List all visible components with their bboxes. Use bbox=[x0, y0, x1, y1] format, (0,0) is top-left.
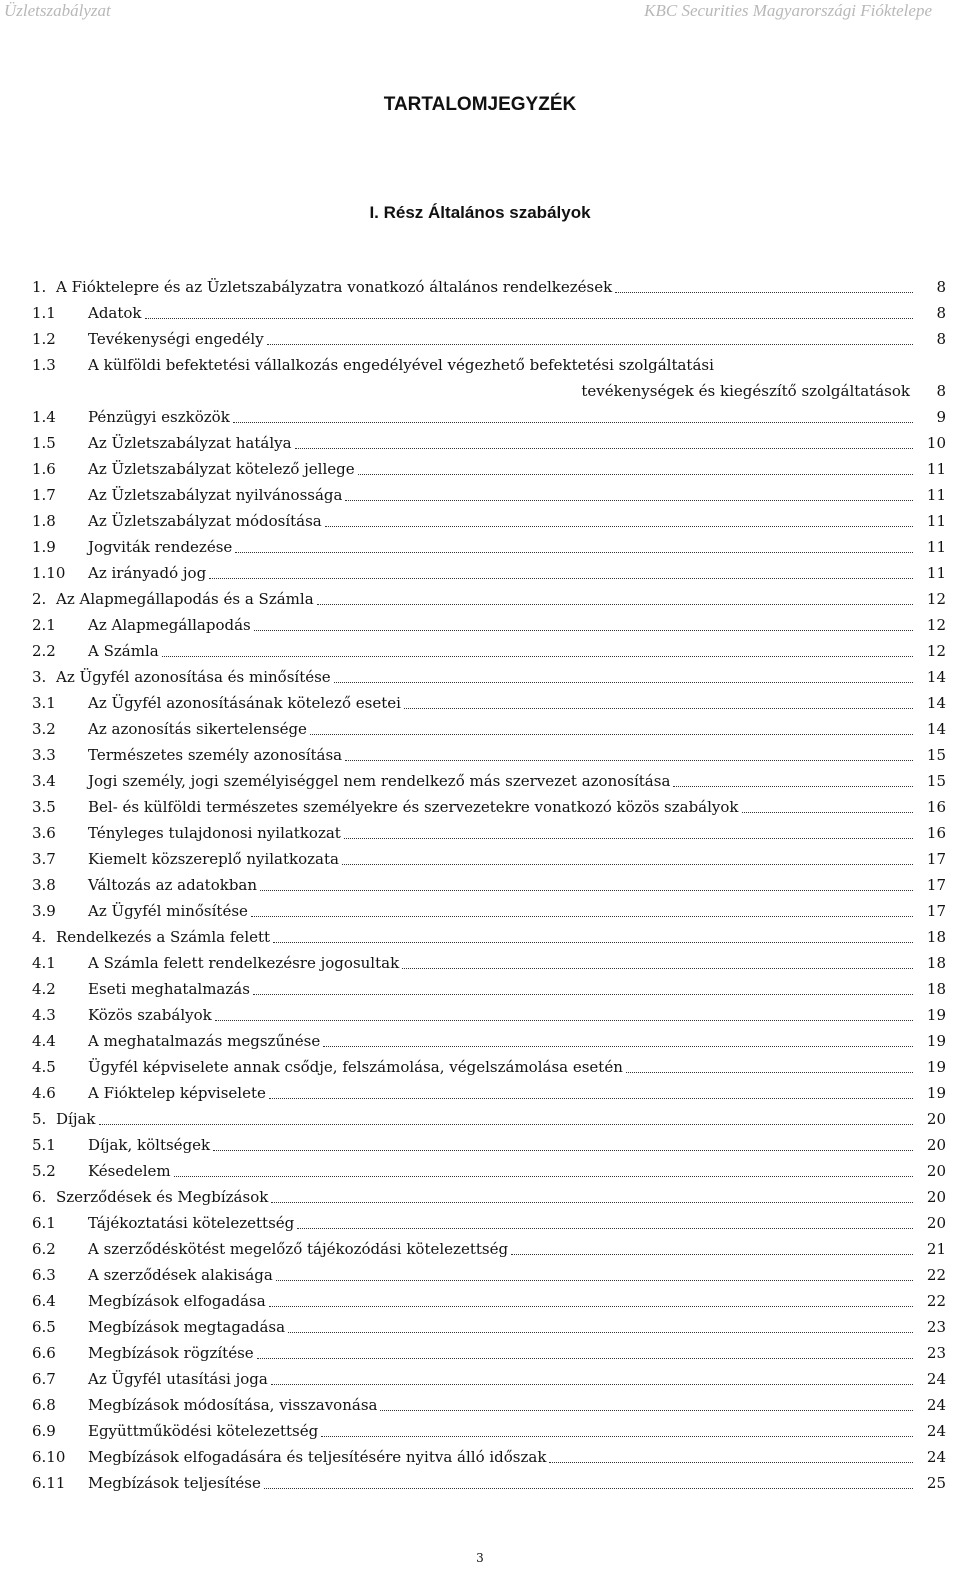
toc-entry-title: Az Ügyfél azonosításának kötelező esetei bbox=[88, 694, 401, 712]
table-of-contents bbox=[0, 274, 960, 1496]
toc-entry-title: Megbízások módosítása, visszavonása bbox=[88, 1396, 378, 1414]
toc-entry[interactable] bbox=[0, 716, 960, 742]
toc-entry-title: Jogviták rendezése bbox=[88, 538, 233, 556]
toc-entry-number: 5.2 bbox=[32, 1162, 56, 1180]
toc-entry-title: Késedelem bbox=[88, 1162, 171, 1180]
toc-entry-line bbox=[88, 742, 916, 768]
toc-entry-page: 16 bbox=[926, 798, 946, 816]
toc-entry-number: 6.9 bbox=[32, 1422, 56, 1440]
toc-entry[interactable] bbox=[0, 1262, 960, 1288]
toc-entry[interactable] bbox=[0, 352, 960, 404]
toc-entry[interactable] bbox=[0, 274, 960, 300]
toc-entry[interactable] bbox=[0, 1210, 960, 1236]
toc-entry-title: A Fióktelepre és az Üzletszabályzatra vonatkozó általános rendelkezések bbox=[56, 278, 613, 296]
toc-entry[interactable] bbox=[0, 508, 960, 534]
toc-entry[interactable] bbox=[0, 846, 960, 872]
toc-entry-number: 1.4 bbox=[32, 408, 56, 426]
dot-leader bbox=[673, 785, 913, 787]
toc-entry-page: 21 bbox=[926, 1240, 946, 1258]
toc-entry[interactable] bbox=[0, 794, 960, 820]
toc-entry-page: 17 bbox=[926, 850, 946, 868]
toc-entry-line bbox=[88, 1392, 916, 1418]
toc-entry-page: 19 bbox=[926, 1084, 946, 1102]
toc-entry[interactable] bbox=[0, 1028, 960, 1054]
toc-entry-line bbox=[88, 950, 916, 976]
toc-entry-line bbox=[88, 560, 916, 586]
toc-entry[interactable] bbox=[0, 950, 960, 976]
toc-entry-line bbox=[88, 716, 916, 742]
toc-entry-line bbox=[88, 638, 916, 664]
toc-entry-page: 14 bbox=[926, 720, 946, 738]
toc-entry-title: Megbízások teljesítése bbox=[88, 1474, 261, 1492]
toc-entry[interactable] bbox=[0, 586, 960, 612]
dot-leader bbox=[295, 447, 913, 449]
toc-entry-line bbox=[88, 326, 916, 352]
toc-entry-line bbox=[56, 924, 916, 950]
toc-entry[interactable] bbox=[0, 300, 960, 326]
toc-entry-number: 4.2 bbox=[32, 980, 56, 998]
toc-entry-title: Megbízások elfogadására és teljesítésére nyitva álló időszak bbox=[88, 1448, 547, 1466]
toc-entry-title: A szerződéskötést megelőző tájékozódási kötelezettség bbox=[88, 1240, 509, 1258]
toc-entry-line bbox=[88, 1158, 916, 1184]
dot-leader bbox=[162, 655, 913, 657]
toc-entry-page: 19 bbox=[926, 1006, 946, 1024]
toc-entry-line bbox=[88, 794, 916, 820]
dot-leader bbox=[99, 1123, 913, 1125]
toc-entry-page: 10 bbox=[926, 434, 946, 452]
toc-entry[interactable] bbox=[0, 1470, 960, 1496]
toc-entry-line bbox=[88, 1080, 916, 1106]
toc-entry[interactable] bbox=[0, 560, 960, 586]
toc-entry[interactable] bbox=[0, 898, 960, 924]
toc-entry-page: 18 bbox=[926, 954, 946, 972]
toc-entry-page: 23 bbox=[926, 1318, 946, 1336]
toc-entry-line bbox=[88, 1340, 916, 1366]
toc-entry-number: 1.2 bbox=[32, 330, 56, 348]
dot-leader bbox=[615, 291, 913, 293]
toc-entry-number: 1.8 bbox=[32, 512, 56, 530]
toc-entry-page: 25 bbox=[926, 1474, 946, 1492]
toc-entry-title: A Számla felett rendelkezésre jogosultak bbox=[88, 954, 400, 972]
toc-entry-title: Együttműködési kötelezettség bbox=[88, 1422, 319, 1440]
toc-entry-number: 4. bbox=[32, 928, 47, 946]
toc-entry-line bbox=[88, 872, 916, 898]
toc-entry-title: Az Üzletszabályzat módosítása bbox=[88, 512, 322, 530]
toc-entry-title: Rendelkezés a Számla felett bbox=[56, 928, 271, 946]
toc-entry-page: 20 bbox=[926, 1162, 946, 1180]
toc-entry-line bbox=[88, 1262, 916, 1288]
toc-entry-line bbox=[88, 768, 916, 794]
dot-leader bbox=[257, 1357, 913, 1359]
toc-entry[interactable] bbox=[0, 1366, 960, 1392]
toc-entry[interactable] bbox=[0, 872, 960, 898]
toc-entry-page: 24 bbox=[926, 1370, 946, 1388]
toc-entry-number: 5. bbox=[32, 1110, 47, 1128]
toc-entry-line bbox=[88, 898, 916, 924]
toc-entry-number: 3.8 bbox=[32, 876, 56, 894]
toc-entry-page: 19 bbox=[926, 1032, 946, 1050]
part-title: I. Rész Általános szabályok bbox=[369, 203, 591, 222]
toc-entry-number: 6.8 bbox=[32, 1396, 56, 1414]
toc-entry-number: 5.1 bbox=[32, 1136, 56, 1154]
toc-entry-number: 3.1 bbox=[32, 694, 56, 712]
toc-entry-line bbox=[88, 1444, 916, 1470]
page-number: 3 bbox=[476, 1551, 484, 1565]
toc-entry-line bbox=[88, 1236, 916, 1262]
toc-entry-line bbox=[88, 976, 916, 1002]
toc-entry[interactable] bbox=[0, 742, 960, 768]
toc-entry-title: A szerződések alakisága bbox=[88, 1266, 273, 1284]
toc-entry-title: Megbízások elfogadása bbox=[88, 1292, 266, 1310]
toc-entry-number: 4.3 bbox=[32, 1006, 56, 1024]
dot-leader bbox=[251, 915, 913, 917]
toc-entry[interactable] bbox=[0, 1236, 960, 1262]
toc-entry-page: 23 bbox=[926, 1344, 946, 1362]
toc-entry-line bbox=[88, 1366, 916, 1392]
toc-entry-page: 9 bbox=[936, 408, 946, 426]
dot-leader bbox=[145, 317, 913, 319]
toc-entry-line bbox=[88, 456, 916, 482]
toc-entry-page: 11 bbox=[926, 460, 946, 478]
dot-leader bbox=[267, 343, 913, 345]
dot-leader bbox=[254, 629, 913, 631]
toc-entry-page: 8 bbox=[936, 330, 946, 348]
toc-entry-title: Pénzügyi eszközök bbox=[88, 408, 230, 426]
dot-leader bbox=[310, 733, 913, 735]
dot-leader bbox=[742, 811, 913, 813]
toc-entry-title: Díjak, költségek bbox=[88, 1136, 211, 1154]
toc-entry[interactable] bbox=[0, 1158, 960, 1184]
dot-leader bbox=[626, 1071, 913, 1073]
toc-entry[interactable] bbox=[0, 924, 960, 950]
toc-entry-number: 1.7 bbox=[32, 486, 56, 504]
toc-entry-number: 1.6 bbox=[32, 460, 56, 478]
toc-entry-title: Az Üzletszabályzat hatálya bbox=[88, 434, 292, 452]
toc-entry-page: 24 bbox=[926, 1448, 946, 1466]
toc-entry[interactable] bbox=[0, 534, 960, 560]
toc-entry-title: Változás az adatokban bbox=[88, 876, 258, 894]
dot-leader bbox=[344, 837, 913, 839]
toc-entry[interactable] bbox=[0, 976, 960, 1002]
toc-entry-title: Az irányadó jog bbox=[88, 564, 207, 582]
toc-entry-page: 22 bbox=[926, 1266, 946, 1284]
toc-entry-number: 1.10 bbox=[32, 564, 66, 582]
toc-entry-line bbox=[88, 404, 916, 430]
toc-entry-number: 2.1 bbox=[32, 616, 56, 634]
toc-entry-page: 24 bbox=[926, 1422, 946, 1440]
toc-entry-page: 14 bbox=[926, 694, 946, 712]
dot-leader bbox=[215, 1019, 913, 1021]
dot-leader bbox=[269, 1097, 913, 1099]
toc-entry-page: 15 bbox=[926, 772, 946, 790]
toc-entry-number: 6. bbox=[32, 1188, 47, 1206]
toc-entry-page: 24 bbox=[926, 1396, 946, 1414]
toc-entry-line bbox=[56, 664, 916, 690]
toc-entry-line bbox=[88, 300, 916, 326]
toc-entry-page: 8 bbox=[936, 278, 946, 296]
toc-entry-line bbox=[88, 690, 916, 716]
toc-entry-page: 11 bbox=[926, 512, 946, 530]
toc-entry-number: 3. bbox=[32, 668, 47, 686]
toc-entry-line bbox=[88, 1288, 916, 1314]
toc-entry[interactable] bbox=[0, 820, 960, 846]
dot-leader bbox=[271, 1383, 913, 1385]
toc-entry-title: Eseti meghatalmazás bbox=[88, 980, 250, 998]
toc-entry[interactable] bbox=[0, 1392, 960, 1418]
toc-entry-number: 1.1 bbox=[32, 304, 56, 322]
toc-entry[interactable] bbox=[0, 612, 960, 638]
toc-entry-title: Adatok bbox=[88, 304, 142, 322]
toc-entry-title: Tényleges tulajdonosi nyilatkozat bbox=[88, 824, 341, 842]
dot-leader bbox=[380, 1409, 913, 1411]
toc-entry-line bbox=[88, 534, 916, 560]
dot-leader bbox=[233, 421, 913, 423]
toc-entry-number: 1.5 bbox=[32, 434, 56, 452]
page-title: TARTALOMJEGYZÉK bbox=[383, 94, 577, 115]
toc-entry-line bbox=[56, 274, 916, 300]
toc-entry[interactable] bbox=[0, 326, 960, 352]
dot-leader bbox=[260, 889, 913, 891]
toc-entry-page: 20 bbox=[926, 1110, 946, 1128]
dot-leader bbox=[345, 499, 913, 501]
toc-entry-page: 8 bbox=[936, 304, 946, 322]
toc-entry-title: Jogi személy, jogi személyiséggel nem rendelkező más szervezet azonosítása bbox=[88, 772, 671, 790]
toc-entry-number: 3.2 bbox=[32, 720, 56, 738]
toc-entry-page: 15 bbox=[926, 746, 946, 764]
toc-entry-number: 1. bbox=[32, 278, 47, 296]
dot-leader bbox=[253, 993, 913, 995]
toc-entry[interactable] bbox=[0, 456, 960, 482]
toc-entry-title: A Fióktelep képviselete bbox=[88, 1084, 266, 1102]
toc-entry-line bbox=[56, 586, 916, 612]
dot-leader bbox=[323, 1045, 913, 1047]
toc-entry-number: 4.5 bbox=[32, 1058, 56, 1076]
dot-leader bbox=[269, 1305, 913, 1307]
toc-entry-title: Az Alapmegállapodás bbox=[88, 616, 251, 634]
toc-entry-line bbox=[88, 482, 916, 508]
toc-entry[interactable] bbox=[0, 1288, 960, 1314]
header-right: KBC Securities Magyarországi Fióktelepe bbox=[644, 1, 932, 20]
toc-entry-number: 6.7 bbox=[32, 1370, 56, 1388]
toc-entry-title: Természetes személy azonosítása bbox=[88, 746, 343, 764]
toc-entry-title: Ügyfél képviselete annak csődje, felszámolása, végelszámolása esetén bbox=[88, 1058, 623, 1076]
toc-entry-line bbox=[88, 430, 916, 456]
toc-entry-page: 20 bbox=[926, 1188, 946, 1206]
toc-entry[interactable] bbox=[0, 690, 960, 716]
toc-entry[interactable] bbox=[0, 1080, 960, 1106]
toc-entry[interactable] bbox=[0, 638, 960, 664]
toc-entry-title: Az Ügyfél azonosítása és minősítése bbox=[56, 668, 331, 686]
toc-entry-number: 1.3 bbox=[32, 356, 56, 374]
toc-entry-title-continued: tevékenységek és kiegészítő szolgáltatások bbox=[581, 382, 910, 400]
toc-entry-number: 4.1 bbox=[32, 954, 56, 972]
dot-leader bbox=[317, 603, 913, 605]
toc-entry-page: 14 bbox=[926, 668, 946, 686]
toc-entry-page: 12 bbox=[926, 616, 946, 634]
toc-entry-number: 3.7 bbox=[32, 850, 56, 868]
toc-entry[interactable] bbox=[0, 664, 960, 690]
toc-entry-line bbox=[88, 1132, 916, 1158]
toc-entry-number: 6.3 bbox=[32, 1266, 56, 1284]
toc-entry[interactable] bbox=[0, 404, 960, 430]
dot-leader bbox=[404, 707, 913, 709]
toc-entry-line bbox=[88, 612, 916, 638]
dot-leader bbox=[402, 967, 913, 969]
toc-entry-number: 3.9 bbox=[32, 902, 56, 920]
dot-leader bbox=[511, 1253, 913, 1255]
toc-entry-page: 11 bbox=[926, 564, 946, 582]
header-left: Üzletszabályzat bbox=[4, 1, 111, 20]
toc-entry-number: 6.1 bbox=[32, 1214, 56, 1232]
toc-entry-number: 2.2 bbox=[32, 642, 56, 660]
toc-entry-page: 11 bbox=[926, 538, 946, 556]
toc-entry-page: 20 bbox=[926, 1214, 946, 1232]
toc-entry-number: 2. bbox=[32, 590, 47, 608]
running-header bbox=[0, 0, 960, 26]
toc-entry-page: 20 bbox=[926, 1136, 946, 1154]
toc-entry[interactable] bbox=[0, 1132, 960, 1158]
dot-leader bbox=[213, 1149, 913, 1151]
toc-entry-title: Megbízások rögzítése bbox=[88, 1344, 254, 1362]
toc-entry-number: 4.4 bbox=[32, 1032, 56, 1050]
toc-entry-number: 3.4 bbox=[32, 772, 56, 790]
toc-entry-number: 1.9 bbox=[32, 538, 56, 556]
toc-entry-line bbox=[88, 1210, 916, 1236]
dot-leader bbox=[342, 863, 913, 865]
toc-entry-number: 6.5 bbox=[32, 1318, 56, 1336]
toc-entry-line bbox=[581, 378, 916, 404]
toc-entry-page: 8 bbox=[936, 382, 946, 400]
toc-entry-line bbox=[88, 1418, 916, 1444]
dot-leader bbox=[297, 1227, 913, 1229]
toc-entry-line bbox=[88, 846, 916, 872]
toc-entry-page: 19 bbox=[926, 1058, 946, 1076]
dot-leader bbox=[321, 1435, 913, 1437]
toc-entry-title: A Számla bbox=[88, 642, 159, 660]
toc-entry-page: 18 bbox=[926, 980, 946, 998]
toc-entry[interactable] bbox=[0, 768, 960, 794]
toc-entry-number: 3.5 bbox=[32, 798, 56, 816]
toc-entry-page: 11 bbox=[926, 486, 946, 504]
toc-entry-page: 17 bbox=[926, 902, 946, 920]
toc-entry[interactable] bbox=[0, 430, 960, 456]
toc-entry[interactable] bbox=[0, 482, 960, 508]
toc-entry-title: Az azonosítás sikertelensége bbox=[88, 720, 307, 738]
toc-entry-number: 3.3 bbox=[32, 746, 56, 764]
toc-entry-title: A külföldi befektetési vállalkozás engedélyével végezhető befektetési szolgáltatási bbox=[88, 356, 714, 374]
toc-entry-line bbox=[56, 1106, 916, 1132]
dot-leader bbox=[334, 681, 913, 683]
toc-entry-title: Az Ügyfél utasítási joga bbox=[88, 1370, 268, 1388]
toc-entry[interactable] bbox=[0, 1418, 960, 1444]
dot-leader bbox=[264, 1487, 913, 1489]
dot-leader bbox=[273, 941, 913, 943]
toc-entry-line bbox=[88, 1054, 916, 1080]
toc-entry[interactable] bbox=[0, 1444, 960, 1470]
dot-leader bbox=[209, 577, 913, 579]
toc-entry[interactable] bbox=[0, 1184, 960, 1210]
toc-entry-page: 17 bbox=[926, 876, 946, 894]
toc-entry-title: Az Üzletszabályzat kötelező jellege bbox=[88, 460, 355, 478]
dot-leader bbox=[325, 525, 913, 527]
dot-leader bbox=[271, 1201, 913, 1203]
toc-entry-title: Bel- és külföldi természetes személyekre és szervezetekre vonatkozó közös szabályok bbox=[88, 798, 739, 816]
toc-entry-line bbox=[88, 1314, 916, 1340]
toc-entry-page: 16 bbox=[926, 824, 946, 842]
toc-entry-line bbox=[88, 1470, 916, 1496]
toc-entry-title: Tevékenységi engedély bbox=[88, 330, 264, 348]
toc-entry-title: Díjak bbox=[56, 1110, 96, 1128]
dot-leader bbox=[358, 473, 913, 475]
toc-entry-title: Közös szabályok bbox=[88, 1006, 212, 1024]
dot-leader bbox=[345, 759, 913, 761]
toc-entry-title: Az Üzletszabályzat nyilvánossága bbox=[88, 486, 343, 504]
toc-entry[interactable] bbox=[0, 1106, 960, 1132]
dot-leader bbox=[288, 1331, 913, 1333]
toc-entry-title: Megbízások megtagadása bbox=[88, 1318, 286, 1336]
toc-entry-title: A meghatalmazás megszűnése bbox=[88, 1032, 321, 1050]
toc-entry[interactable] bbox=[0, 1340, 960, 1366]
toc-entry-page: 12 bbox=[926, 590, 946, 608]
toc-entry-number: 3.6 bbox=[32, 824, 56, 842]
toc-entry-number: 6.2 bbox=[32, 1240, 56, 1258]
toc-entry[interactable] bbox=[0, 1314, 960, 1340]
toc-entry-number: 6.10 bbox=[32, 1448, 66, 1466]
dot-leader bbox=[174, 1175, 913, 1177]
toc-entry-title: Szerződések és Megbízások bbox=[56, 1188, 269, 1206]
dot-leader bbox=[549, 1461, 913, 1463]
toc-entry-title: Az Ügyfél minősítése bbox=[88, 902, 248, 920]
toc-entry-number: 4.6 bbox=[32, 1084, 56, 1102]
dot-leader bbox=[235, 551, 913, 553]
toc-entry-number: 6.4 bbox=[32, 1292, 56, 1310]
toc-entry-page: 22 bbox=[926, 1292, 946, 1310]
toc-entry-number: 6.11 bbox=[32, 1474, 66, 1492]
toc-entry-line bbox=[88, 1028, 916, 1054]
toc-entry-page: 12 bbox=[926, 642, 946, 660]
dot-leader bbox=[276, 1279, 913, 1281]
toc-entry-line bbox=[88, 1002, 916, 1028]
toc-entry-title: Tájékoztatási kötelezettség bbox=[88, 1214, 295, 1232]
toc-entry-title: Kiemelt közszereplő nyilatkozata bbox=[88, 850, 339, 868]
toc-entry-number: 6.6 bbox=[32, 1344, 56, 1362]
toc-entry[interactable] bbox=[0, 1002, 960, 1028]
toc-entry-page: 18 bbox=[926, 928, 946, 946]
toc-entry-line bbox=[88, 508, 916, 534]
toc-entry-line bbox=[56, 1184, 916, 1210]
toc-entry-line bbox=[88, 820, 916, 846]
toc-entry-title: Az Alapmegállapodás és a Számla bbox=[56, 590, 314, 608]
toc-entry[interactable] bbox=[0, 1054, 960, 1080]
